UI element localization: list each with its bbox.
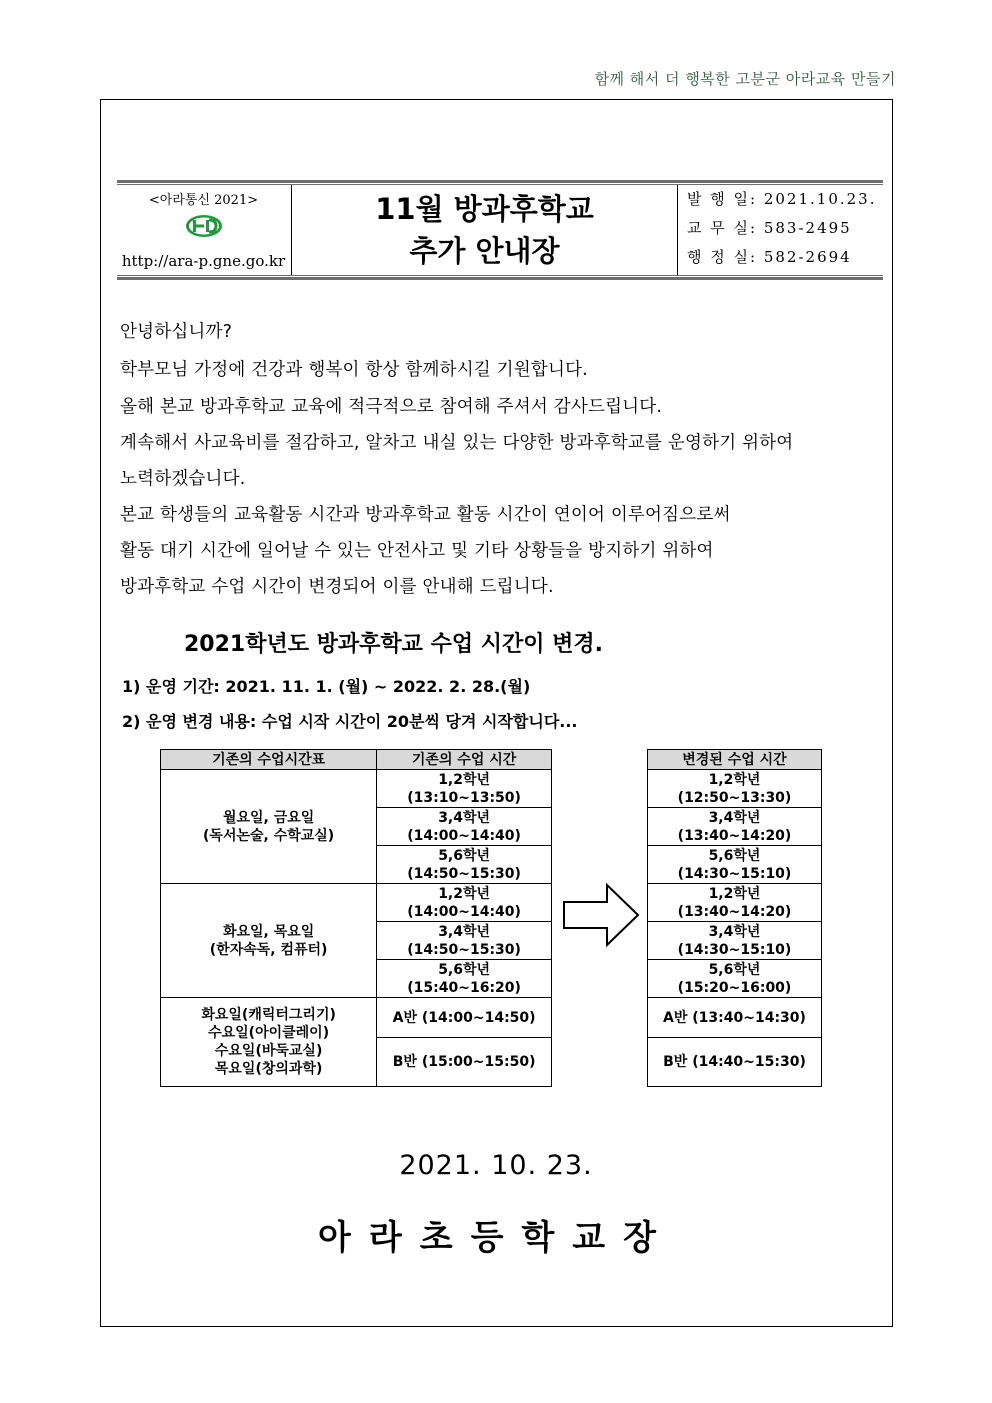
body-paragraph: 올해 본교 방과후학교 교육에 적극적으로 참여해 주셔서 감사드립니다. xyxy=(120,397,663,417)
time-cell xyxy=(648,960,822,998)
time-cell xyxy=(377,884,552,922)
body-paragraph: 학부모님 가정에 건강과 행복이 항상 함께하시길 기원합니다. xyxy=(120,360,588,380)
slogan: 함께 해서 더 행복한 고분군 아라교육 만들기 xyxy=(594,70,896,88)
class-label: 화요일(캐릭터그리기) xyxy=(201,1007,336,1023)
time-label: (15:20~16:00) xyxy=(677,979,792,996)
time-cell: A반 (14:00~14:50) xyxy=(377,998,552,1038)
title-line-2: 추가 안내장 xyxy=(409,234,560,268)
grade-label: 3,4학년 xyxy=(438,923,491,940)
header-contact-cell xyxy=(679,185,883,275)
principal-signature: 아라초등학교장 xyxy=(318,1218,674,1258)
time-label: (14:00~14:40) xyxy=(407,903,521,920)
newsletter-header xyxy=(117,180,883,280)
publication-name: <아라통신 2021> xyxy=(148,193,259,208)
time-cell xyxy=(377,960,552,998)
document-date: 2021. 10. 23. xyxy=(399,1150,593,1181)
school-logo-icon xyxy=(184,214,224,238)
time-cell xyxy=(648,846,822,884)
time-cell xyxy=(377,922,552,960)
school-url: http://ara-p.gne.go.kr xyxy=(121,252,286,270)
header-rule-bottom-thin xyxy=(117,275,883,276)
time-label: (13:40~14:20) xyxy=(677,827,792,844)
time-label: (14:00~14:40) xyxy=(407,827,521,844)
time-label: (14:50~15:30) xyxy=(407,865,521,882)
time-cell: B반 (15:00~15:50) xyxy=(377,1038,552,1087)
header-rule-top xyxy=(117,180,883,183)
grade-label: 1,2학년 xyxy=(708,771,761,788)
issue-date: 발 행 일: 2021.10.23. xyxy=(687,190,877,208)
title-line-1: 11월 방과후학교 xyxy=(375,192,594,226)
class-label: (독서논술, 수학교실) xyxy=(203,827,335,844)
admin-phone: 행 정 실: 582-2694 xyxy=(687,248,852,266)
time-label: (14:30~15:10) xyxy=(677,865,792,882)
day-label: 월요일, 금요일 xyxy=(222,809,315,826)
time-cell xyxy=(377,846,552,884)
greeting: 안녕하십니까? xyxy=(120,322,233,342)
time-cell xyxy=(377,808,552,846)
column-header: 기존의 수업시간표 xyxy=(161,750,377,770)
grade-label: 1,2학년 xyxy=(438,771,491,788)
body-paragraph: 계속해서 사교육비를 절감하고, 알차고 내실 있는 다양한 방과후학교를 운영하기 위하여 xyxy=(120,433,794,453)
column-header: 기존의 수업 시간 xyxy=(377,750,552,770)
grade-label: 1,2학년 xyxy=(708,885,761,902)
time-cell xyxy=(648,884,822,922)
arrow-right-icon xyxy=(561,882,641,948)
class-label: (한자속독, 컴퓨터) xyxy=(209,941,328,958)
header-rule-bottom xyxy=(117,277,883,280)
time-cell xyxy=(648,808,822,846)
grade-label: 3,4학년 xyxy=(708,923,761,940)
notice-subtitle: 2021학년도 방과후학교 수업 시간이 변경. xyxy=(184,632,604,657)
time-cell: B반 (14:40~15:30) xyxy=(648,1038,822,1087)
grade-label: 5,6학년 xyxy=(438,961,491,978)
body-paragraph: 활동 대기 시간에 일어날 수 있는 안전사고 및 기타 상황들을 방지하기 위하여 xyxy=(120,541,714,561)
time-label: (13:40~14:20) xyxy=(677,903,792,920)
new-schedule-table xyxy=(647,749,822,1087)
header-publication-cell xyxy=(117,185,290,275)
time-cell: A반 (13:40~14:30) xyxy=(648,998,822,1038)
day-group-cell xyxy=(161,770,377,884)
grade-label: 1,2학년 xyxy=(438,885,491,902)
time-label: (12:50~13:30) xyxy=(677,789,792,806)
body-paragraph: 노력하겠습니다. xyxy=(120,469,246,489)
column-header: 변경된 수업 시간 xyxy=(648,750,822,770)
page-title xyxy=(292,185,677,275)
grade-label: 5,6학년 xyxy=(438,847,491,864)
class-label: 목요일(창의과학) xyxy=(214,1061,323,1077)
operation-period: 1) 운영 기간: 2021. 11. 1. (월) ~ 2022. 2. 28.(월) xyxy=(122,677,531,696)
grade-label: 3,4학년 xyxy=(438,809,491,826)
old-schedule-table xyxy=(160,749,552,1087)
time-label: (14:30~15:10) xyxy=(677,941,792,958)
day-label: 화요일, 목요일 xyxy=(222,923,315,940)
time-cell xyxy=(377,770,552,808)
grade-label: 3,4학년 xyxy=(708,809,761,826)
grade-label: 5,6학년 xyxy=(708,961,761,978)
class-label: 수요일(바둑교실) xyxy=(214,1043,323,1059)
office-phone: 교 무 실: 583-2495 xyxy=(687,219,852,237)
time-cell xyxy=(648,922,822,960)
change-description: 2) 운영 변경 내용: 수업 시작 시간이 20분씩 당겨 시작합니다... xyxy=(122,712,578,731)
body-paragraph: 본교 학생들의 교육활동 시간과 방과후학교 활동 시간이 연이어 이루어짐으로써 xyxy=(120,505,731,525)
body-paragraph: 방과후학교 수업 시간이 변경되어 이를 안내해 드립니다. xyxy=(120,577,554,597)
day-group-cell xyxy=(161,884,377,998)
class-label: 수요일(아이클레이) xyxy=(208,1025,330,1041)
day-group-cell xyxy=(161,998,377,1087)
time-cell xyxy=(648,770,822,808)
grade-label: 5,6학년 xyxy=(708,847,761,864)
time-label: (14:50~15:30) xyxy=(407,941,521,958)
time-label: (13:10~13:50) xyxy=(407,789,521,806)
time-label: (15:40~16:20) xyxy=(407,979,521,996)
header-divider xyxy=(677,185,678,275)
